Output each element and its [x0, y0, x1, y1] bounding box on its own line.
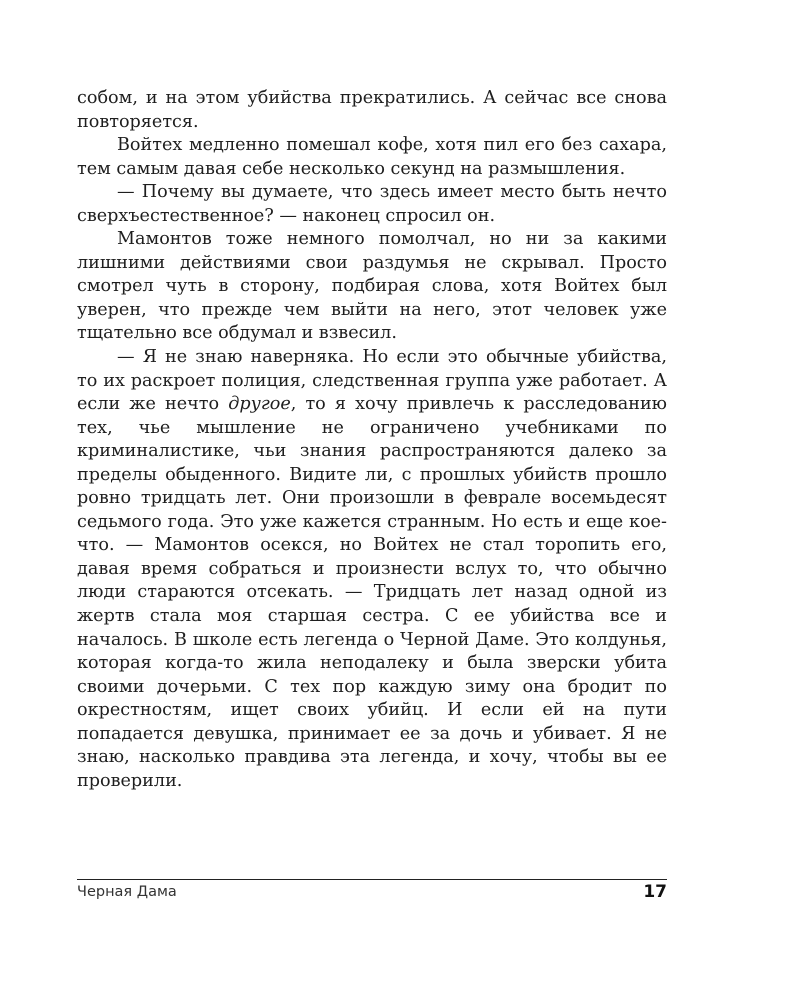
running-title: Черная Дама — [77, 884, 177, 900]
italic-word: другое — [228, 394, 291, 415]
paragraph-5-after: , то я хочу привлечь к расследованию тех, чье мышление не ограничено учебниками по криминалистике, чьи знания распространяются далеко за пределы обыденного. Видите ли, с прошлых убийств прошло ровно тридцать лет. Они произошли в феврале восемьдесят седьмого года. Это уже кажется странным. Но есть и еще кое-что. — Мамонтов осекся, но Войтех не стал торопить его, давая время собраться и произнести вслух то, что обычно люди стараются отсекать. — Тридцать лет назад одной из жертв стала моя старшая сестра. С ее убийства все и началось. В школе есть легенда о Черной Даме. Это колдунья, которая когда-то жила неподалеку и была зверски убита своими дочерьми. С тех пор каждую зиму она бродит по окрестностям, ищет своих убийц. И если ей на пути попадается девушка, принимает ее за дочь и убивает. Я не знаю, насколько правдива эта легенда, и хочу, чтобы вы ее проверили. — [77, 394, 668, 791]
body-text — [77, 87, 667, 793]
page-body — [77, 87, 667, 793]
paragraph-5 — [77, 346, 667, 793]
page-footer — [77, 879, 667, 906]
paragraph-4: Мамонтов тоже немного помолчал, но ни за какими лишними действиями свои раздумья не скрывал. Просто смотрел чуть в сторону, подбирая слова, хотя Войтех был уверен, что прежде чем выйти на него, этот человек уже тщательно все обдумал и взвесил. — [77, 229, 667, 344]
paragraph-3: — Почему вы думаете, что здесь имеет место быть нечто сверхъестественное? — наконец спросил он. — [77, 182, 667, 226]
paragraph-2: Войтех медленно помешал кофе, хотя пил его без сахара, тем самым давая себе несколько секунд на размышления. — [77, 135, 667, 179]
page-number: 17 — [643, 882, 667, 902]
paragraph-5-before: — Я не знаю наверняка. Но если это обычные убийства, то их раскроет полиция, следственная группа уже работает. А если же нечто — [77, 347, 667, 415]
paragraph-1: собом, и на этом убийства прекратились. А сейчас все снова повторяется. — [77, 88, 667, 132]
